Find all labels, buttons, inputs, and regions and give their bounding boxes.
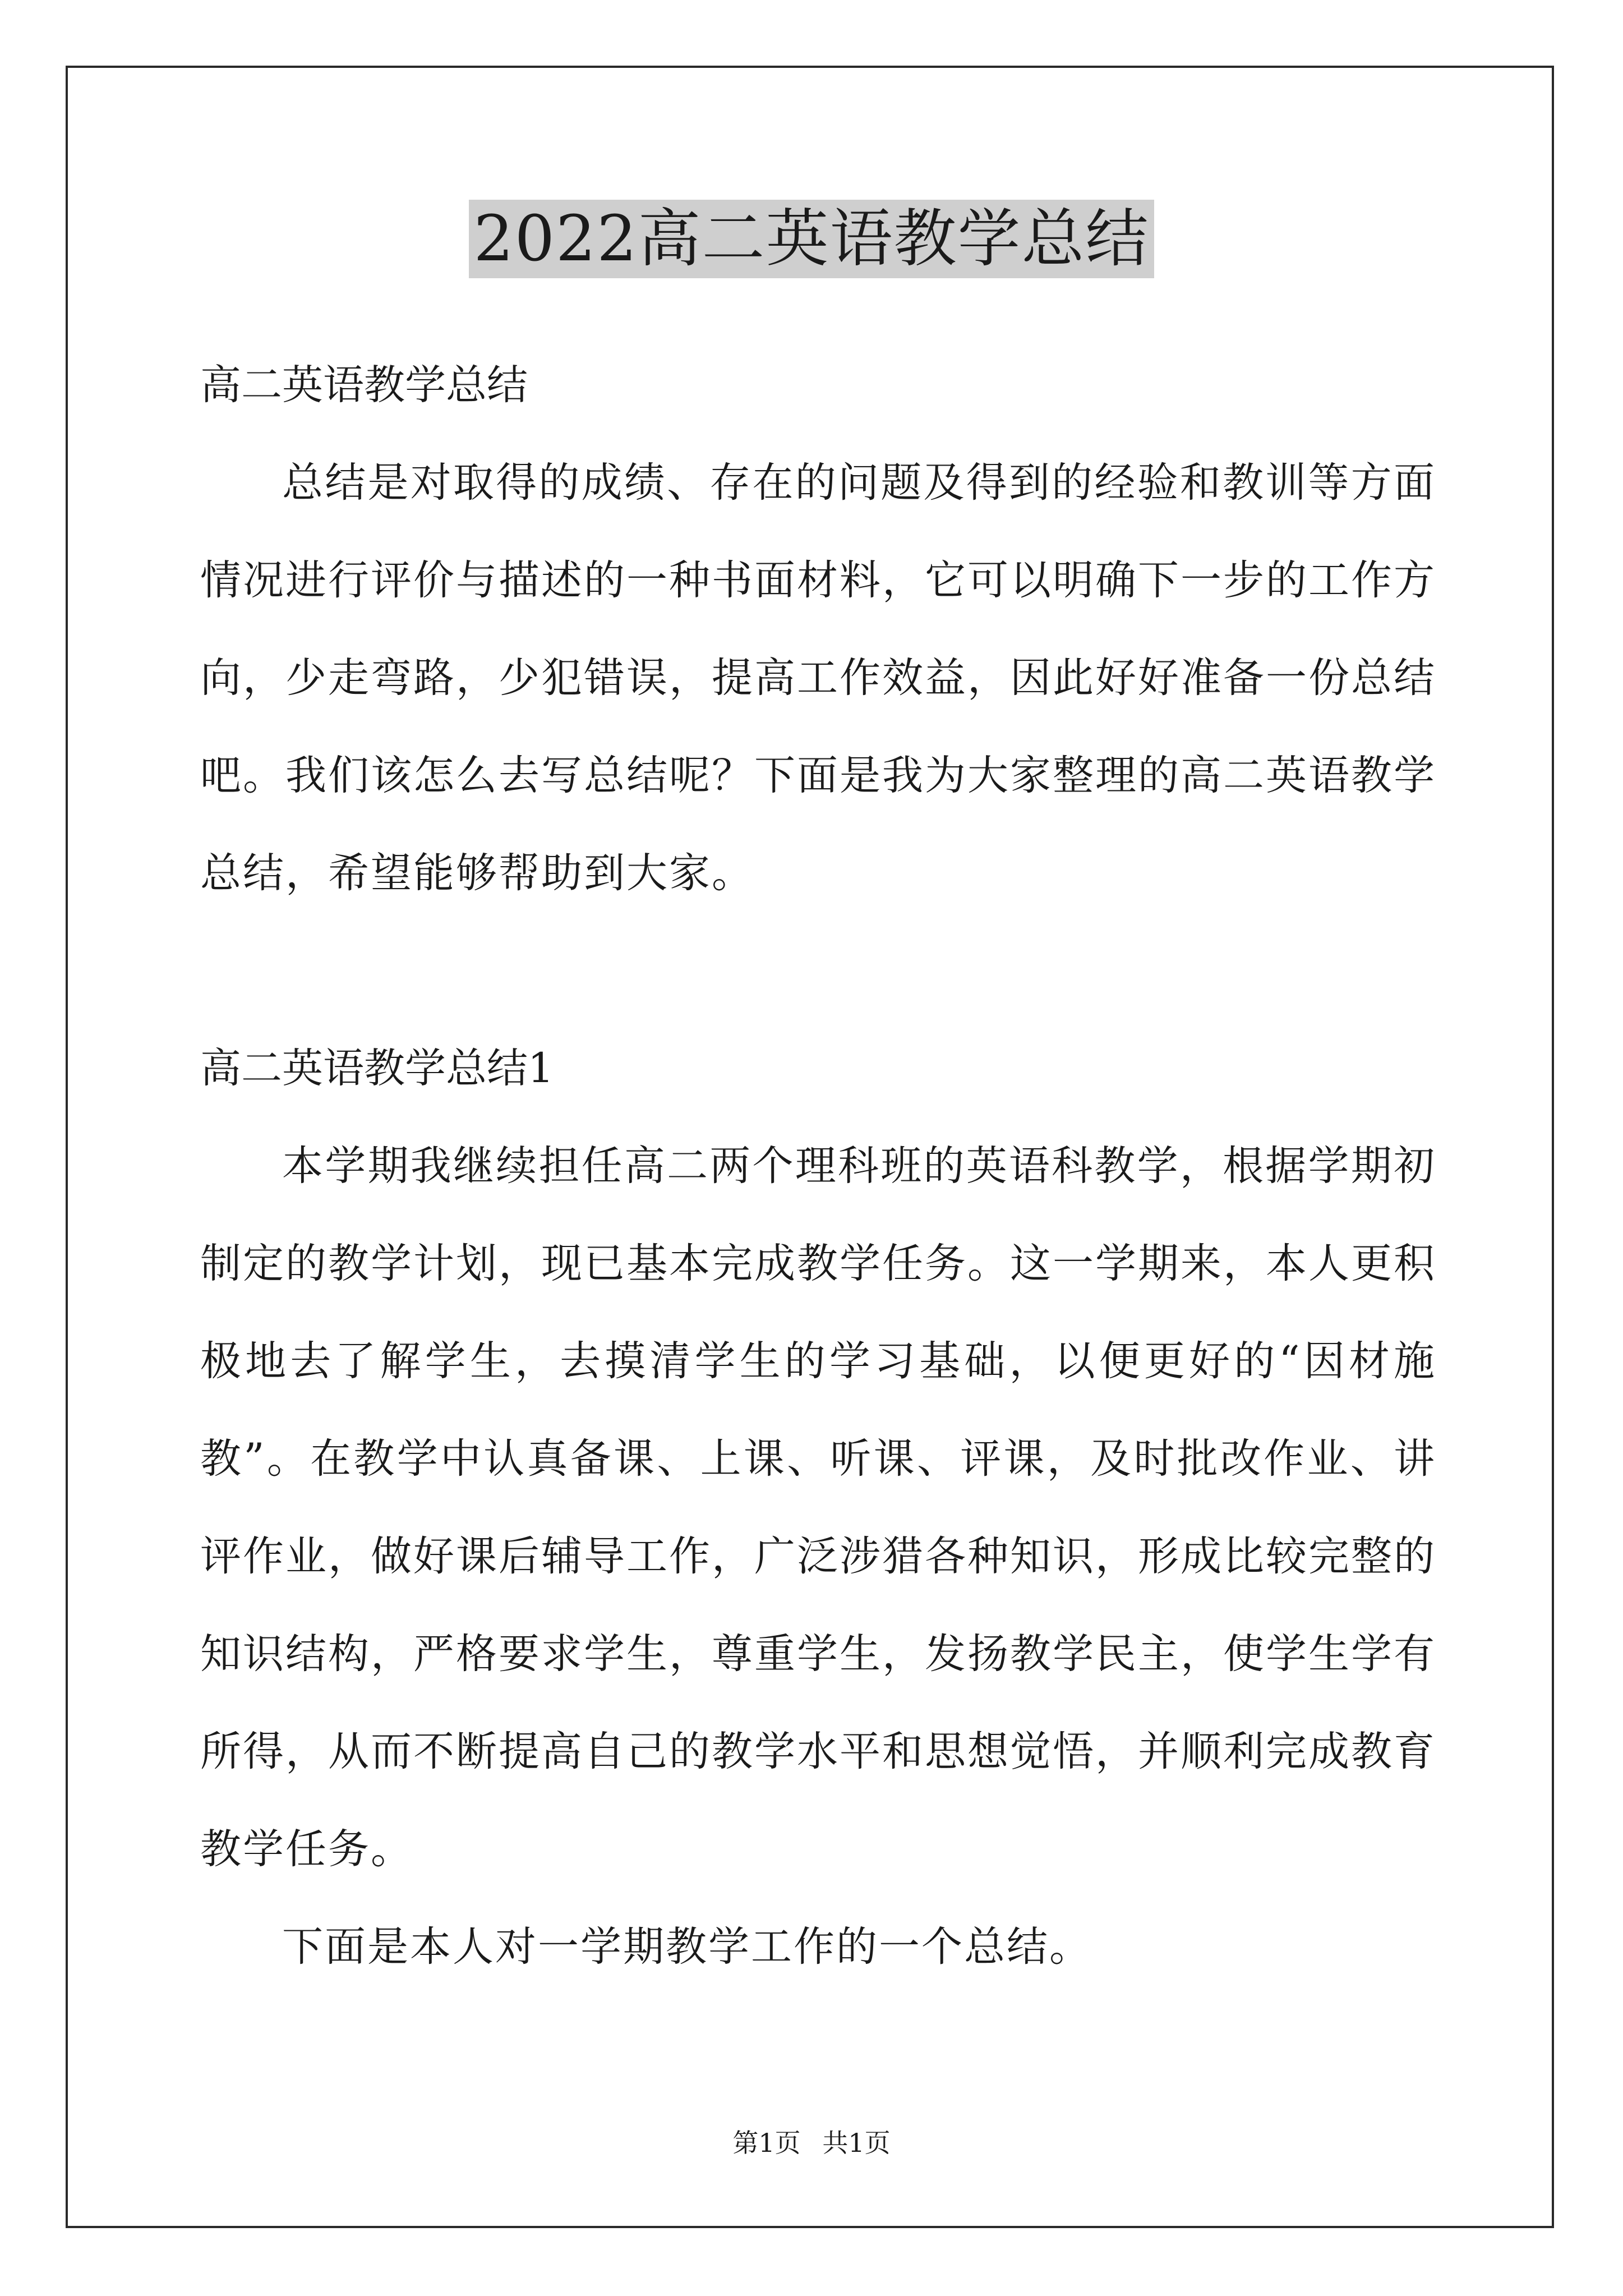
page-number: 第1页 <box>732 2128 801 2158</box>
page-footer <box>0 2126 1623 2160</box>
intro-paragraph: 总结是对取得的成绩、存在的问题及得到的经验和教训等方面情况进行评价与描述的一种书面材料，它可以明确下一步的工作方向，少走弯路，少犯错误，提高工作效益，因此好好准备一份总结吧。我们该怎么去写总结呢？下面是我为大家整理的高二英语教学总结，希望能够帮助到大家。 <box>200 459 1436 897</box>
page-total: 共1页 <box>822 2128 891 2158</box>
title-container <box>0 200 1623 278</box>
document-body <box>200 337 1436 1996</box>
section1-paragraph-1: 本学期我继续担任高二两个理科班的英语科教学，根据学期初制定的教学计划，现已基本完成教学任务。这一学期来，本人更积极地去了解学生，去摸清学生的学习基础，以便更好的“因材施教”。在教学中认真备课、上课、听课、评课，及时批改作业、讲评作业，做好课后辅导工作，广泛涉猎各种知识，形成比较完整的知识结构，严格要求学生，尊重学生，发扬教学民主，使学生学有所得，从而不断提高自己的教学水平和思想觉悟，并顺利完成教育教学任务。 <box>200 1142 1436 1873</box>
section1-heading: 高二英语教学总结1 <box>200 1045 554 1092</box>
document-title: 2022高二英语教学总结 <box>469 200 1154 278</box>
section-spacer <box>200 922 1436 1020</box>
intro-heading: 高二英语教学总结 <box>200 361 528 409</box>
section1-paragraph-2: 下面是本人对一学期教学工作的一个总结。 <box>282 1923 1092 1971</box>
